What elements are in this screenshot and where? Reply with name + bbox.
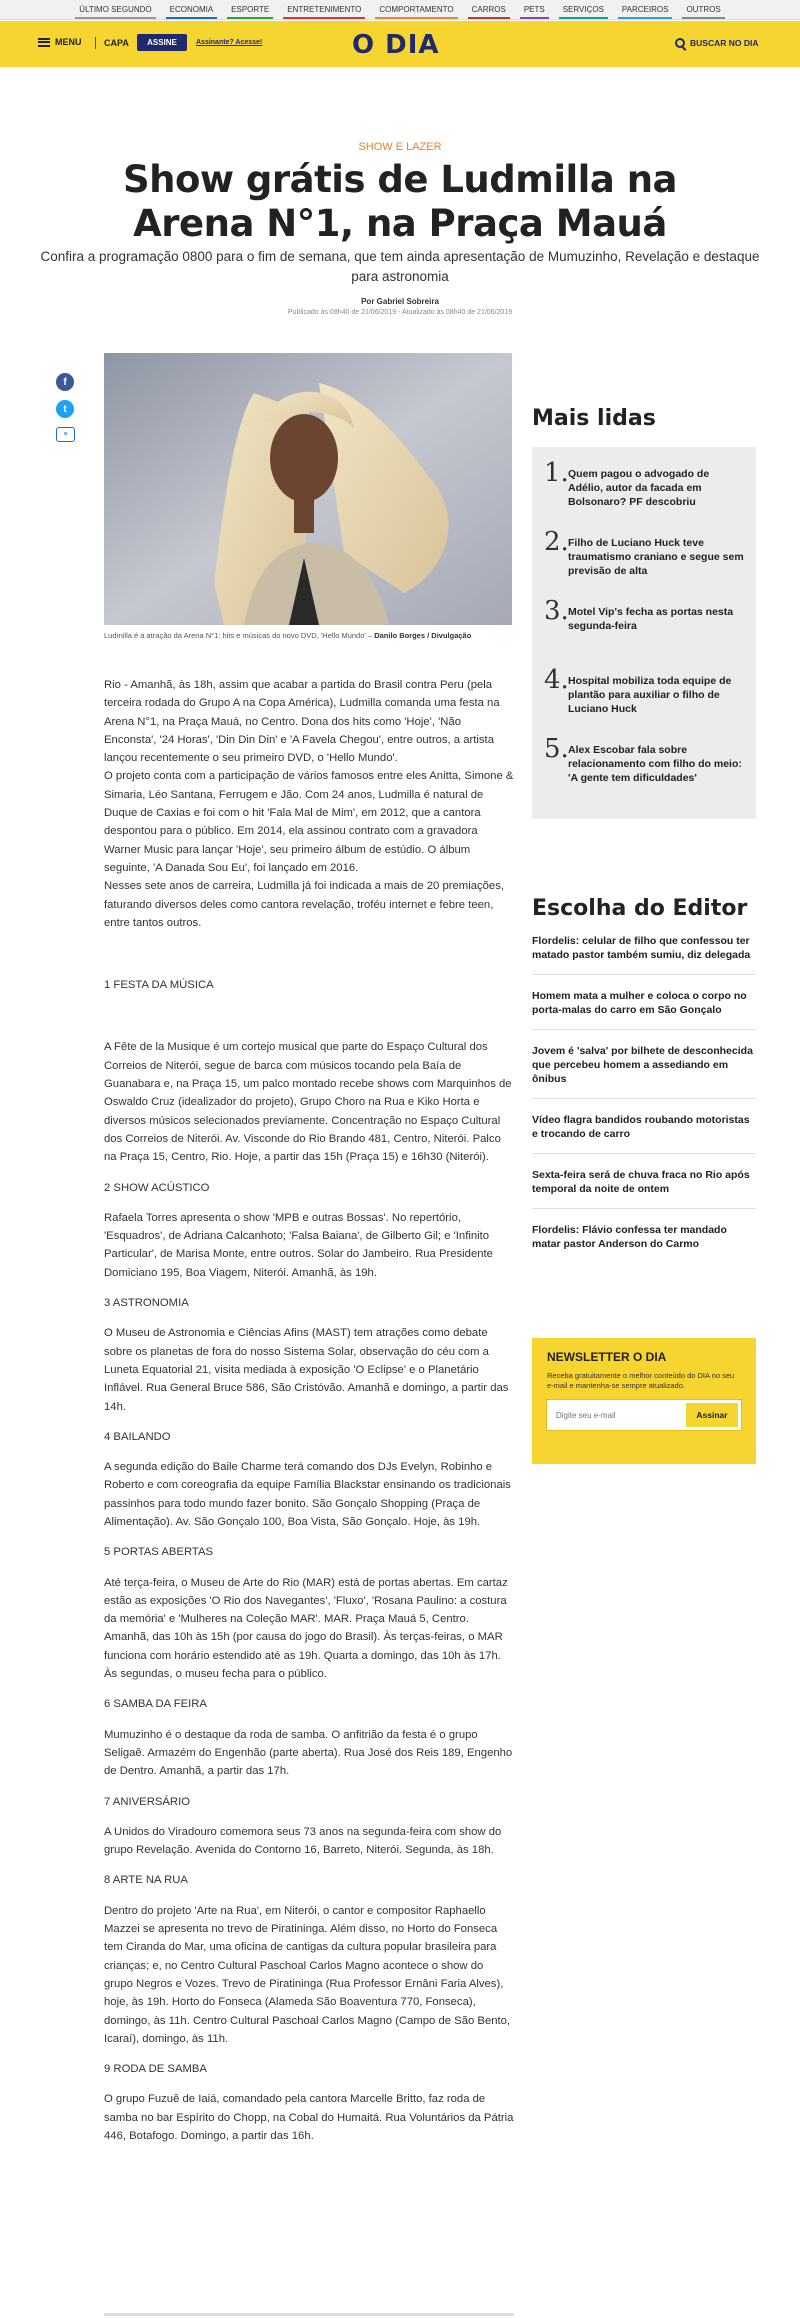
editor-item[interactable]: Sexta-feira será de chuva fraca no Rio após temporal da noite de ontem: [532, 1168, 756, 1209]
topnav-item-servicos[interactable]: SERVIÇOS: [559, 5, 608, 19]
article-subtitle: Confira a programação 0800 para o fim de semana, que tem ainda apresentação de Mumuzinho, Revelação e destaque para astronomia: [40, 249, 760, 284]
mais-lidas-headline[interactable]: Filho de Luciano Huck teve traumatismo craniano e segue sem previsão de alta: [568, 537, 744, 577]
ludmilla-photo: [104, 353, 512, 625]
menu-label: MENU: [55, 37, 82, 47]
article-paragraph: Rio - Amanhã, às 18h, assim que acabar a partida do Brasil contra Peru (pela terceira rodada do Grupo A na Copa América), Ludmilla comanda uma festa na Arena N°1, na Praça Mauá, no Centro. Dona dos hits como 'Hoje', 'Não Enconsta', '24 Horas', 'Din Din Din' e 'A Favela Chegou', entre outros, a artista lançou recentemente o seu primeiro DVD, o 'Hello Mundo'.: [104, 679, 500, 765]
mais-lidas-headline[interactable]: Quem pagou o advogado de Adélio, autor da facada em Bolsonaro? PF descobriu: [568, 468, 710, 508]
article-paragraph: Nesses sete anos de carreira, Ludmilla já foi indicada a mais de 20 premiações, faturando diversos deles como cantora revelação, troféu internet e febre teen, entre tantos outros.: [104, 880, 504, 929]
article-title: Show grátis de Ludmilla na Arena N°1, na Praça Mauá: [122, 158, 678, 245]
topnav-item-economia[interactable]: ECONOMIA: [166, 5, 218, 19]
site-logo[interactable]: O DIA: [352, 30, 440, 60]
newsletter-box: [532, 1338, 756, 1464]
site-header: [0, 21, 800, 67]
rank-number: 4.: [544, 665, 569, 695]
section-text: Rafaela Torres apresenta o show 'MPB e outras Bossas'. No repertório, 'Esquadros', de Adriana Calcanhoto; 'Falsa Baiana', de Gilberto Gil; e 'Infinito Particular', de Marisa Monte, entre outros. Solar do Jambeiro. Rua Presidente Domiciano 195, Boa Viagem, Niterói. Amanhã, às 19h.: [104, 1211, 493, 1279]
section-text: A Unidos do Viradouro comemora seus 73 anos na segunda-feira com show do grupo Revelação. Avenida do Contorno 16, Barreto, Niterói. Segunda, às 18h.: [104, 1825, 502, 1857]
mais-lidas-item[interactable]: [544, 458, 744, 513]
newsletter-submit-button[interactable]: Assinar: [686, 1403, 738, 1427]
mais-lidas-headline[interactable]: Alex Escobar fala sobre relacionamento com filho do meio: 'A gente tem dificuldades': [568, 744, 742, 784]
search-button[interactable]: [675, 38, 758, 48]
topnav-item-entretenimento[interactable]: ENTRETENIMENTO: [283, 5, 365, 19]
section-text: Até terça-feira, o Museu de Arte do Rio (MAR) está de portas abertas. Em cartaz estão as exposições 'O Rio dos Navegantes', 'Fluxo', 'Rosana Paulino: a costura da memória' e 'Mulheres na Coleção MAR'. MAR. Praça Mauá 5, Centro. Amanhã, das 10h às 15h (por causa do jogo do Brasil). Às terças-feiras, o MAR funciona com horário estendido até as 19h. Quarta a domingo, das 10h às 17h. Às segundas, o museu fecha para o público.: [104, 1576, 508, 1681]
editor-item[interactable]: Flordelis: Flávio confessa ter mandado matar pastor Anderson do Carmo: [532, 1224, 727, 1250]
article-body: [104, 676, 514, 2145]
newsletter-email-input[interactable]: [550, 1411, 686, 1420]
rank-number: 1.: [544, 458, 569, 488]
mais-lidas-headline[interactable]: Hospital mobiliza toda equipe de plantão para auxiliar o filho de Luciano Huck: [568, 675, 732, 715]
mais-lidas-item[interactable]: [544, 734, 744, 789]
mais-lidas-title: Mais lidas: [532, 406, 656, 431]
menu-button[interactable]: [38, 37, 82, 47]
rank-number: 2.: [544, 527, 569, 557]
mais-lidas-item[interactable]: [544, 665, 744, 720]
mais-lidas-item[interactable]: [544, 527, 744, 582]
section-text: A Fête de la Musique é um cortejo musical que parte do Espaço Cultural dos Correios de Niterói, segue de barca com músicos tocando pela Baía de Guanabara e, na Praça 15, um palco montado recebe shows com Marquinhos de Oswaldo Cruz (idealizador do projeto), Grupo Choro na Rua e Kiko Horta e diversos músicos selecionados previamente. Concentração no Espaço Cultural dos Correios de Niterói. Av. Visconde do Rio Brando 481, Centro, Niterói. Palco na Praça 15, Centro, Rio. Hoje, a partir das 15h (Praça 15) e 16h30 (Niterói).: [104, 1041, 512, 1164]
editor-item[interactable]: Homem mata a mulher e coloca o corpo no porta-malas do carro em São Gonçalo: [532, 989, 756, 1030]
topnav-item-parceiros[interactable]: PARCEIROS: [618, 5, 673, 19]
newsletter-title: NEWSLETTER O DIA: [547, 1350, 667, 1364]
assine-button[interactable]: ASSINE: [137, 34, 187, 51]
escolha-do-editor-title: Escolha do Editor: [532, 896, 748, 921]
search-label: BUSCAR NO DIA: [690, 38, 759, 48]
section-heading: 6 SAMBA DA FEIRA: [104, 1698, 207, 1711]
topnav-item-outros[interactable]: OUTROS: [682, 5, 724, 19]
article-paragraph: O projeto conta com a participação de vários famosos entre eles Anitta, Simone & Simaria, Léo Santana, Ferrugem e Jão. Com 24 anos, Ludmilla é natural de Duque de Caxias e foi com o hit 'Fala Mal de Mim', em 2012, que a cantora despontou para o público. Em 2014, ela assinou contrato com a gravadora Warner Music para lançar 'Hoje', seu primeiro álbum de estúdio. O álbum seguinte, 'A Danada Sou Eu', foi lançado em 2016.: [104, 770, 514, 874]
editor-item[interactable]: Jovem é 'salva' por bilhete de desconhecida que percebeu homem a assediando em ônibus: [532, 1044, 756, 1099]
section-heading: 4 BAILANDO: [104, 1430, 171, 1443]
section-text: Mumuzinho é o destaque da roda de samba. O anfitrião da festa é o grupo Seligaê. Armazém do Engenhão (parte aberta). Rua José dos Reis 189, Engenho de Dentro. Amanhã, a partir das 17h.: [104, 1728, 513, 1778]
newsletter-description: Receba gratuitamente o melhor conteúdo do DIA no seu e-mail e mantenha-se sempre atualizado.: [547, 1371, 735, 1390]
topnav-item-ultimo-segundo[interactable]: ÚLTIMO SEGUNDO: [75, 5, 155, 19]
editor-item[interactable]: Flordelis: celular de filho que confessou ter matado pastor também sumiu, diz delegada: [532, 934, 756, 975]
section-heading: 7 ANIVERSÁRIO: [104, 1795, 191, 1808]
topnav-item-comportamento[interactable]: COMPORTAMENTO: [375, 5, 457, 19]
section-text: Dentro do projeto 'Arte na Rua', em Niterói, o cantor e compositor Raphaello Mazzei se apresenta no trevo de Piratininga. Além disso, no Horto do Fonseca tem Ciranda do Mar, uma oficina de cantigas da cultura popular brasileira para crianças; e, no Centro Cultural Paschoal Carlos Magno acontece o show do grupo Negros e Vozes. Trevo de Piratininga (Rua Professor Ernâni Faria Alves), hoje, às 19h. Horto do Fonseca (Alameda São Boaventura 770, Fonseca), domingo, às 11h. Centro Cultural Paschoal Carlos Magno (Campo de São Bento, Icaraí), domingo, às 11h.: [104, 1904, 511, 2045]
assinante-link[interactable]: Assinante? Acesse!: [196, 39, 263, 46]
section-heading: 5 PORTAS ABERTAS: [104, 1546, 214, 1559]
mais-lidas-headline[interactable]: Motel Vip's fecha as portas nesta segunda-feira: [568, 606, 734, 632]
header-divider: [95, 37, 96, 49]
article-hero-image: [104, 353, 512, 625]
article-bottom-divider: [104, 2313, 514, 2316]
article-dates: Publicado às 08h40 de 21/06/2019 - Atualizado às 08h40 de 21/06/2019: [287, 309, 513, 316]
image-caption: Ludmilla é a atração da Arena N°1: hits e músicas do novo DVD, 'Hello Mundo' – Danilo Borges / Divulgação: [104, 631, 472, 640]
caption-text: Ludmilla é a atração da Arena N°1: hits e músicas do novo DVD, 'Hello Mundo': [104, 631, 366, 640]
topnav-item-carros[interactable]: CARROS: [468, 5, 510, 19]
twitter-icon[interactable]: t: [56, 400, 74, 418]
share-bar: [56, 373, 75, 442]
newsletter-form: [547, 1400, 741, 1430]
section-heading: 3 ASTRONOMIA: [104, 1297, 189, 1310]
section-text: O grupo Fuzuê de Iaiá, comandado pela cantora Marcelle Britto, faz roda de samba no bar Espírito do Chopp, na Cobal do Humaitá. Rua Voluntários da Pátria 446, Botafogo. Domingo, a partir das 16h.: [104, 2093, 514, 2142]
topnav-item-esporte[interactable]: ESPORTE: [227, 5, 273, 19]
section-text: O Museu de Astronomia e Ciências Afins (MAST) tem atrações como debate sobre os planetas de fora do nosso Sistema Solar, observação do céu com a Luneta Equatorial 21, visita mediada à exposição 'O Eclipse' e o Planetário Inflável. Rua General Bruce 586, São Cristóvão. Amanhã e domingo, a partir das 14h.: [104, 1327, 509, 1413]
mais-lidas-item[interactable]: [544, 596, 744, 651]
escolha-do-editor-list: [532, 934, 756, 1277]
hamburger-icon: [38, 38, 50, 47]
search-icon: [675, 38, 685, 48]
article-kicker[interactable]: SHOW E LAZER: [358, 141, 442, 153]
facebook-icon[interactable]: f: [56, 373, 74, 391]
mais-lidas-list: [532, 447, 756, 819]
topnav-item-pets[interactable]: PETS: [520, 5, 549, 19]
section-heading: 1 FESTA DA MÚSICA: [104, 979, 214, 992]
rank-number: 5.: [544, 734, 569, 764]
comment-icon[interactable]: ≡: [56, 427, 75, 442]
section-heading: 2 SHOW ACÚSTICO: [104, 1181, 210, 1194]
capa-link[interactable]: CAPA: [104, 38, 129, 48]
top-navigation: [0, 0, 800, 20]
section-heading: 8 ARTE NA RUA: [104, 1874, 188, 1887]
rank-number: 3.: [544, 596, 569, 626]
section-text: A segunda edição do Baile Charme terá comando dos DJs Evelyn, Robinho e Roberto e com coreografia da equipe Família Blackstar ensinando os tradicionais passinhos para todo mundo fazer bonito. São Gonçalo Shopping (Praça de Alimentação). Av. São Gonçalo 100, Boa Vista, São Gonçalo. Hoje, às 19h.: [104, 1461, 511, 1528]
editor-item[interactable]: Vídeo flagra bandidos roubando motoristas e trocando de carro: [532, 1113, 756, 1154]
section-heading: 9 RODA DE SAMBA: [104, 2063, 207, 2076]
caption-credit: Danilo Borges / Divulgação: [374, 631, 472, 640]
article-byline: Por Gabriel Sobreira: [361, 297, 439, 306]
